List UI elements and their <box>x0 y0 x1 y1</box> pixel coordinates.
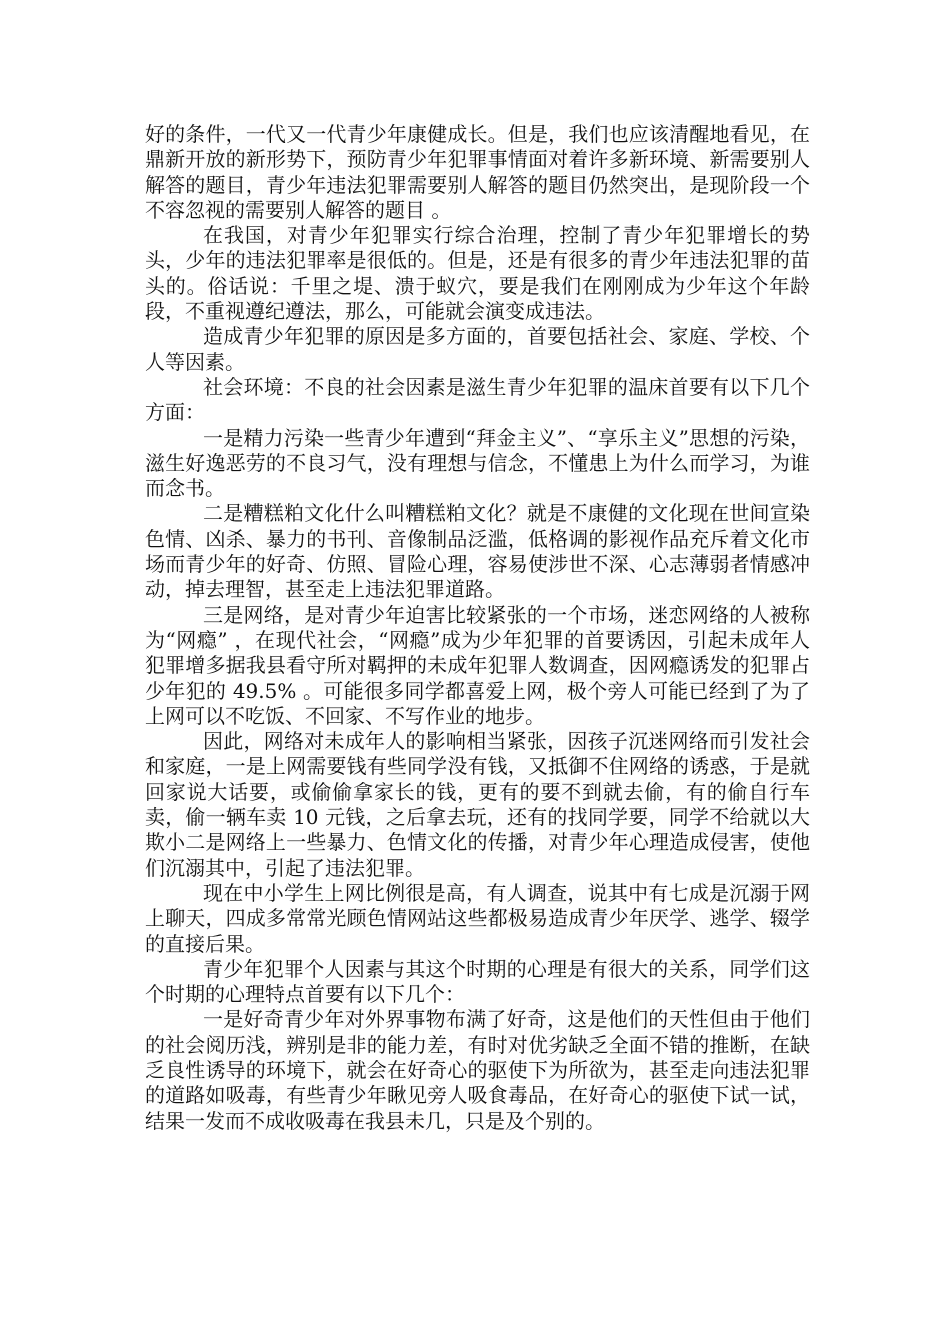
paragraph: 一是精力污染一些青少年遭到“拜金主义”、“享乐主义”思想的污染，滋生好逸恶劳的不良习气，没有理想与信念，不懂患上为什么而学习，为谁而念书。 <box>145 425 810 501</box>
paragraph: 二是糟糕粕文化什么叫糟糕粕文化？就是不康健的文化现在世间宣染色情、凶杀、暴力的书刊、音像制品泛滥，低格调的影视作品充斥着文化市场而青少年的好奇、仿照、冒险心理，容易使涉世不深、心志薄弱者情感冲动，掉去理智，甚至走上违法犯罪道路。 <box>145 501 810 602</box>
paragraph: 现在中小学生上网比例很是高，有人调查，说其中有七成是沉溺于网上聊天，四成多常常光顾色情网站这些都极易造成青少年厌学、逃学、辍学的直接后果。 <box>145 880 810 956</box>
paragraph: 青少年犯罪个人因素与其这个时期的心理是有很大的关系，同学们这个时期的心理特点首要有以下几个： <box>145 956 810 1007</box>
paragraph: 好的条件，一代又一代青少年康健成长。但是，我们也应该清醒地看见，在鼎新开放的新形势下，预防青少年犯罪事情面对着许多新环境、新需要别人解答的题目，青少年违法犯罪需要别人解答的题目仍然突出，是现阶段一个不容忽视的需要别人解答的题目 。 <box>145 122 810 222</box>
paragraph: 在我国，对青少年犯罪实行综合治理，控制了青少年犯罪增长的势头，少年的违法犯罪率是很低的。但是，还是有很多的青少年违法犯罪的苗头的。俗话说：千里之堤、溃于蚁穴，要是我们在刚刚成为少年这个年龄段，不重视遵纪遵法，那么，可能就会演变成违法。 <box>145 223 810 324</box>
paragraph: 三是网络，是对青少年迫害比较紧张的一个市场，迷恋网络的人被称为“网瘾” ，在现代社会，“网瘾”成为少年犯罪的首要诱因，引起未成年人犯罪增多据我县看守所对羁押的未成年犯罪人数调查，因网瘾诱发的犯罪占少年犯的 49.5% 。可能很多同学都喜爱上网，极个旁人可能已经到了为了上网可以不吃饭、不回家、不写作业的地步。 <box>145 602 810 728</box>
paragraph: 一是好奇青少年对外界事物布满了好奇，这是他们的天性但由于他们的社会阅历浅，辨别是非的能力差，有时对优劣缺乏全面不错的推断，在缺乏良性诱导的环境下，就会在好奇心的驱使下为所欲为，甚至走向违法犯罪的道路如吸毒，有些青少年瞅见旁人吸食毒品，在好奇心的驱使下试一试，结果一发而不成收吸毒在我县未几，只是及个别的。 <box>145 1007 810 1133</box>
paragraph: 社会环境：不良的社会因素是滋生青少年犯罪的温床首要有以下几个方面： <box>145 374 810 425</box>
document-body <box>145 122 810 1134</box>
paragraph: 因此，网络对未成年人的影响相当紧张，因孩子沉迷网络而引发社会和家庭，一是上网需要钱有些同学没有钱，又抵御不住网络的诱惑，于是就回家说大话要，或偷偷拿家长的钱，更有的要不到就去偷，有的偷自行车卖，偷一辆车卖 10 元钱，之后拿去玩，还有的找同学要，同学不给就以大欺小二是网络上一些暴力、色情文化的传播，对青少年心理造成侵害，使他们沉溺其中，引起了违法犯罪。 <box>145 729 810 880</box>
paragraph: 造成青少年犯罪的原因是多方面的，首要包括社会、家庭、学校、个人等因素。 <box>145 324 810 374</box>
